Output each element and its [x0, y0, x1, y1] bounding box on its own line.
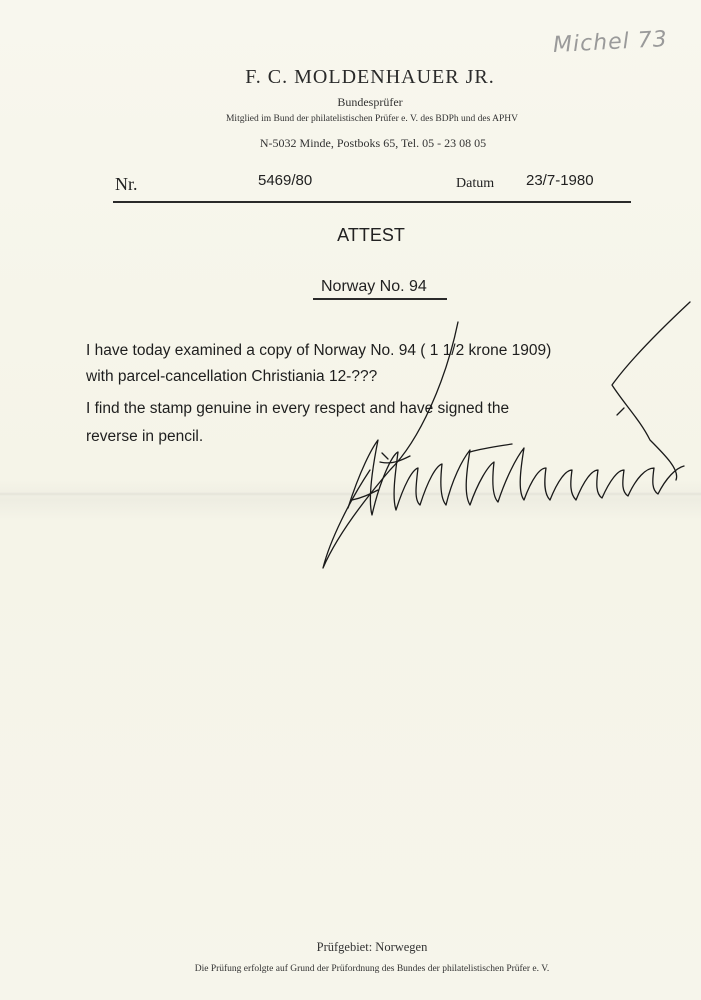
letterhead-address: N-5032 Minde, Postboks 65, Tel. 05 - 23 08 05 [259, 136, 487, 150]
letterhead-title: Bundesprüfer [337, 95, 403, 109]
body-line-3: I find the stamp genuine in every respect and have signed the [86, 400, 510, 417]
paper-fold-line [0, 492, 701, 496]
footer-note: Die Prüfung erfolgte auf Grund der Prüfordnung des Bundes der philatelistischen Prüfer e. V. [194, 964, 550, 974]
body-line-2: with parcel-cancellation Christiania 12-??? [86, 368, 378, 385]
letterhead-membership: Mitglied im Bund der philatelistischen Prüfer e. V. des BDPh und des APHV [225, 114, 519, 124]
body-line-4: reverse in pencil. [86, 428, 204, 445]
nr-label: Nr. [115, 174, 138, 194]
footer-examination-area: Prüfgebiet: Norwegen [316, 940, 428, 954]
nr-value: 5469/80 [258, 172, 313, 189]
letterhead-name: F. C. MOLDENHAUER JR. [245, 66, 495, 88]
subject-heading: Norway No. 94 [321, 278, 427, 295]
body-line-1: I have today examined a copy of Norway No. 94 ( 1 1/2 krone 1909) [86, 342, 552, 359]
datum-value: 23/7-1980 [526, 172, 594, 189]
datum-label: Datum [456, 176, 495, 191]
document-title: ATTEST [337, 225, 405, 245]
header-rule [113, 201, 631, 203]
pencil-catalogue-note: Michel 73 [552, 27, 669, 58]
subject-underline [313, 298, 447, 300]
